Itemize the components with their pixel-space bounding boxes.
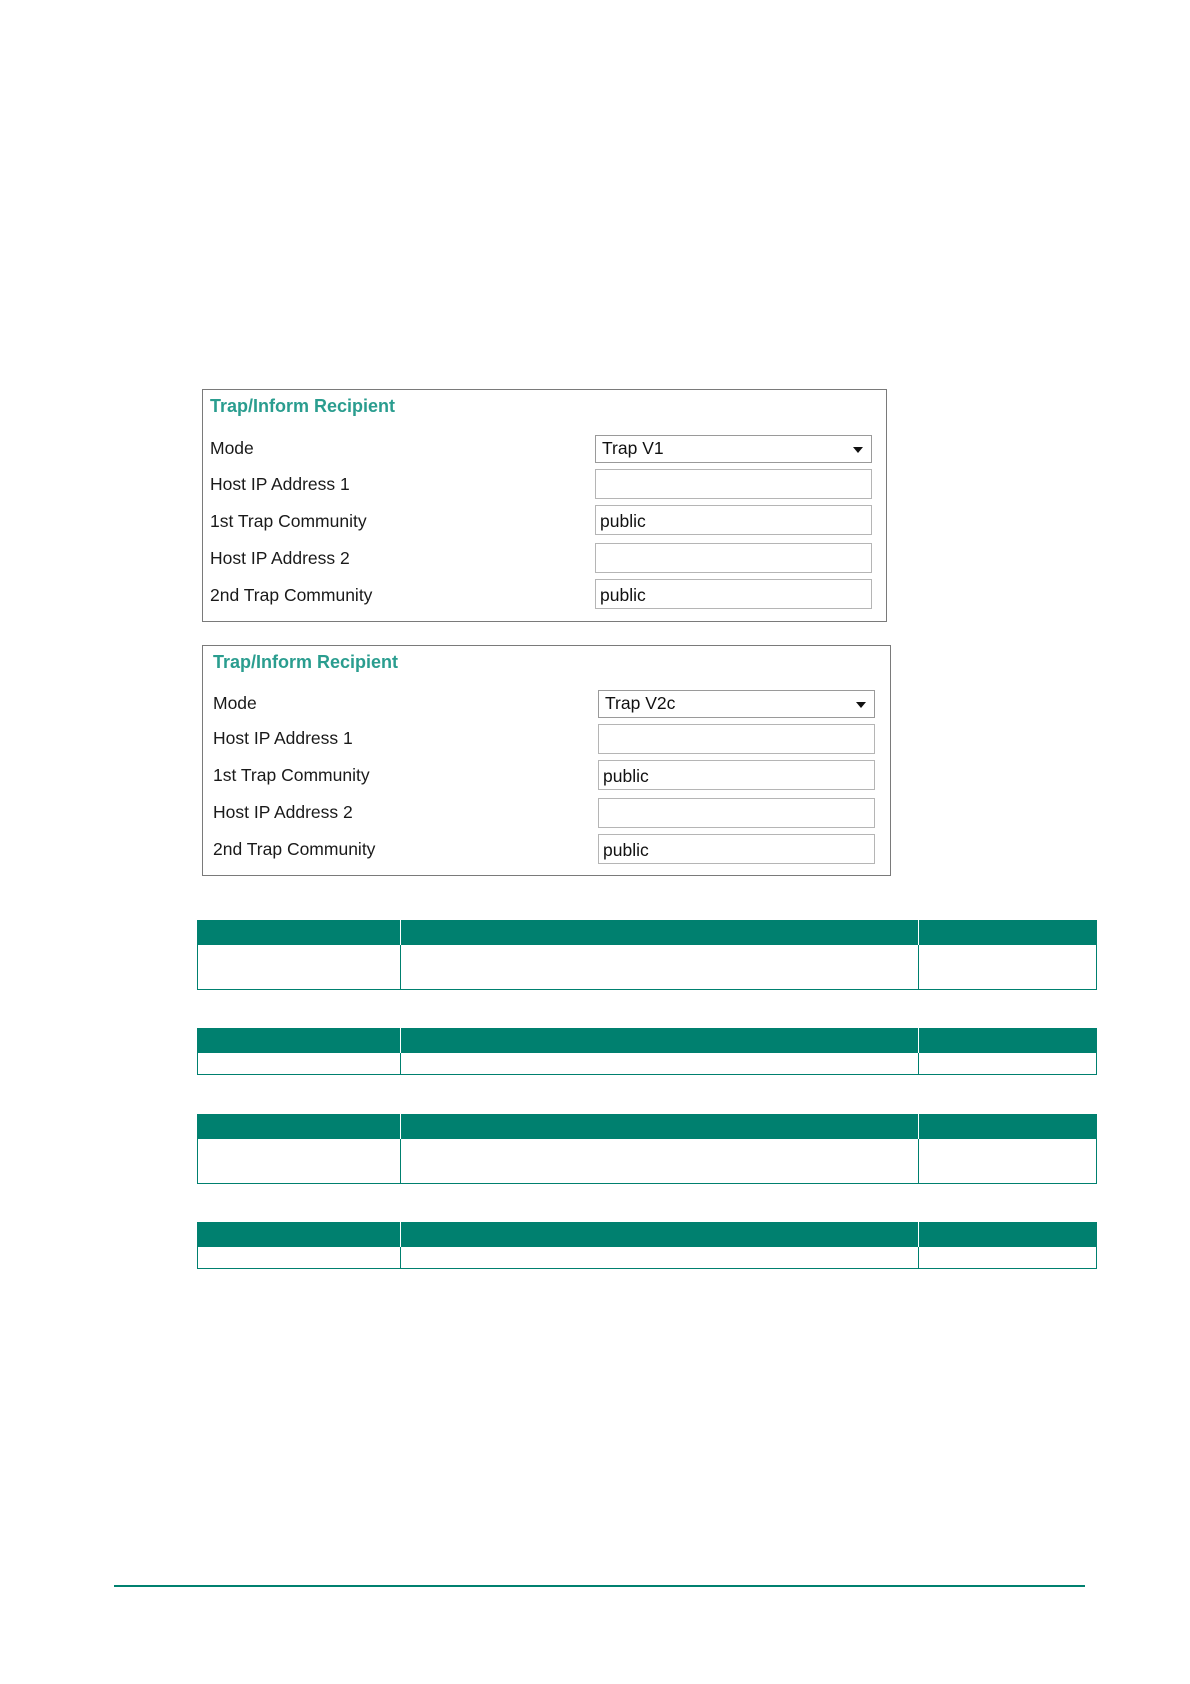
trap-community-2-input[interactable]: public — [598, 834, 875, 864]
panel-title: Trap/Inform Recipient — [210, 396, 396, 416]
mode-select[interactable] — [595, 435, 872, 463]
mode-select-value: Trap V2c — [605, 693, 676, 713]
host-ip-1-input[interactable] — [598, 724, 875, 754]
trap-community-1-label: 1st Trap Community — [213, 765, 370, 785]
trap-community-1-input[interactable]: public — [598, 760, 875, 790]
host-ip-2-input[interactable] — [595, 543, 872, 573]
footer-divider — [114, 1585, 1085, 1587]
mode-label: Mode — [213, 693, 257, 713]
trap-community-2-label: 2nd Trap Community — [210, 585, 373, 605]
trap-community-1-input[interactable]: public — [595, 505, 872, 535]
trap-recipient-panel-2 — [202, 645, 891, 876]
table-row — [198, 945, 1097, 990]
chevron-down-icon — [853, 447, 863, 453]
trap-recipient-panel-1 — [202, 389, 887, 622]
settings-table-4 — [197, 1222, 1097, 1269]
trap-community-2-label: 2nd Trap Community — [213, 839, 376, 859]
host-ip-1-label: Host IP Address 1 — [210, 474, 350, 494]
settings-table-3 — [197, 1114, 1097, 1184]
mode-select-value: Trap V1 — [602, 438, 664, 458]
table-row — [198, 1053, 1097, 1075]
table-row — [198, 1247, 1097, 1269]
table-header-row — [198, 1028, 1097, 1053]
host-ip-1-label: Host IP Address 1 — [213, 728, 353, 748]
mode-select[interactable] — [598, 690, 875, 718]
host-ip-2-label: Host IP Address 2 — [210, 548, 350, 568]
settings-table-2 — [197, 1028, 1097, 1075]
table-header-row — [198, 1114, 1097, 1139]
host-ip-1-input[interactable] — [595, 469, 872, 499]
trap-community-2-input[interactable]: public — [595, 579, 872, 609]
chevron-down-icon — [856, 702, 866, 708]
table-header-row — [198, 920, 1097, 945]
panel-title: Trap/Inform Recipient — [213, 652, 399, 672]
host-ip-2-input[interactable] — [598, 798, 875, 828]
settings-table-1 — [197, 920, 1097, 990]
table-header-row — [198, 1222, 1097, 1247]
mode-label: Mode — [210, 438, 254, 458]
trap-community-1-label: 1st Trap Community — [210, 511, 367, 531]
host-ip-2-label: Host IP Address 2 — [213, 802, 353, 822]
table-row — [198, 1139, 1097, 1184]
